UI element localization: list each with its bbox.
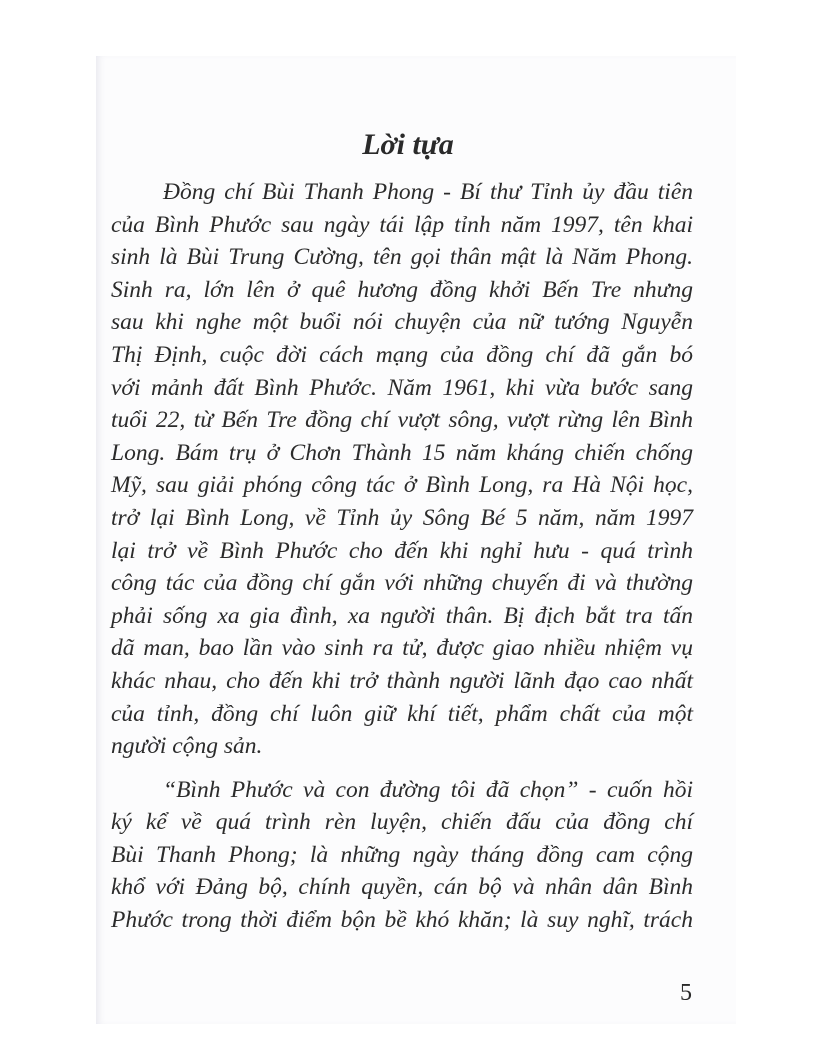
text-line: sinh là Bùi Trung Cường, tên gọi thân mật là Năm Phong.: [111, 244, 693, 271]
text-line: với mảnh đất Bình Phước. Năm 1961, khi vừa bước sang: [111, 374, 693, 401]
text-line: Sinh ra, lớn lên ở quê hương đồng khởi Bến Tre nhưng: [111, 276, 693, 303]
text-line: dã man, bao lần vào sinh ra tử, được giao nhiều nhiệm vụ: [111, 635, 693, 662]
text-line: sau khi nghe một buổi nói chuyện của nữ tướng Nguyễn: [111, 309, 693, 336]
text-line: người cộng sản.: [111, 733, 263, 760]
page-number: 5: [680, 980, 692, 1006]
text-line: khác nhau, cho đến khi trở thành người lãnh đạo cao nhất: [111, 667, 693, 694]
text-line: công tác của đồng chí gắn với những chuyến đi và thường: [111, 570, 693, 597]
text-line: Phước trong thời điểm bộn bề khó khăn; là suy nghĩ, trách: [111, 907, 693, 934]
paragraph: [111, 774, 693, 937]
text-line: phải sống xa gia đình, xa người thân. Bị địch bắt tra tấn: [111, 602, 693, 629]
page-title: Lời tựa: [362, 128, 454, 161]
text-line: tuổi 22, từ Bến Tre đồng chí vượt sông, vượt rừng lên Bình: [111, 407, 693, 434]
preface-body: [111, 176, 693, 948]
text-line: ký kể về quá trình rèn luyện, chiến đấu của đồng chí: [111, 809, 693, 836]
text-line: trở lại Bình Long, về Tỉnh ủy Sông Bé 5 năm, năm 1997: [111, 504, 693, 531]
text-line: của tỉnh, đồng chí luôn giữ khí tiết, phẩm chất của một: [111, 700, 693, 727]
text-line: Mỹ, sau giải phóng công tác ở Bình Long, ra Hà Nội học,: [111, 472, 693, 499]
paragraph: [111, 176, 693, 763]
text-line: “Bình Phước và con đường tôi đã chọn” - cuốn hồi: [163, 776, 693, 803]
text-line: Bùi Thanh Phong; là những ngày tháng đồng cam cộng: [111, 841, 693, 868]
text-line: Thị Định, cuộc đời cách mạng của đồng chí đã gắn bó: [111, 341, 693, 368]
text-line: Đồng chí Bùi Thanh Phong - Bí thư Tỉnh ủy đầu tiên: [163, 179, 693, 205]
text-line: Long. Bám trụ ở Chơn Thành 15 năm kháng chiến chống: [111, 439, 693, 466]
text-line: lại trở về Bình Phước cho đến khi nghỉ hưu - quá trình: [111, 537, 693, 564]
text-line: khổ với Đảng bộ, chính quyền, cán bộ và nhân dân Bình: [111, 874, 693, 901]
text-line: của Bình Phước sau ngày tái lập tỉnh năm 1997, tên khai: [111, 211, 693, 238]
